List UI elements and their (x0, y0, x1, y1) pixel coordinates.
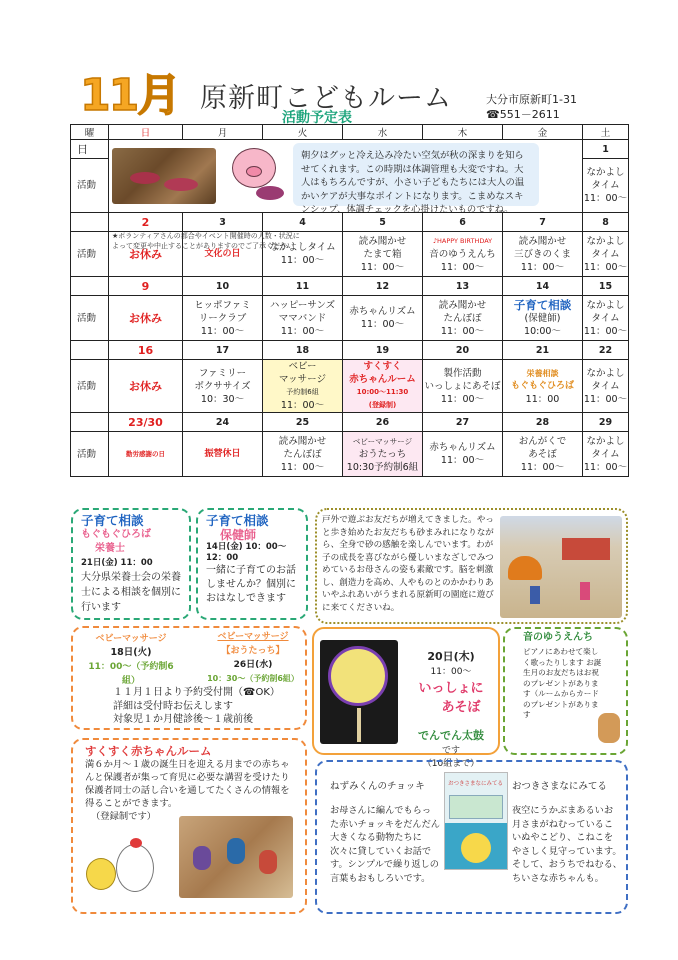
cover-title: おつきさまなにみてる (448, 781, 503, 787)
month-title: 11月 (80, 70, 180, 121)
activity-time: 11：00～ (200, 325, 245, 337)
activity-name: ヒッポファミ (194, 299, 251, 311)
activity-time: 11：00～ (360, 261, 405, 273)
book-title: ねずみくんのチョッキ (330, 781, 425, 792)
sukusuku-body: 満６か月～１歳の誕生日を迎える月までの赤ちゃんと保護者が集って育児に必要な講習を受けたり保護者同士の話し合いを通してたくさんの情報を得ることができます。 (85, 759, 290, 809)
schedule-subtitle: 活動予定表 (282, 110, 352, 126)
address: 大分市原新町1-31 (486, 93, 577, 106)
sweet-potato-photo (112, 148, 216, 204)
drum-illustration (320, 640, 398, 744)
massage-slot: 10：30～（予約制6組） (207, 674, 299, 683)
sukusuku-title: すくすく赤ちゃんルーム (85, 744, 212, 758)
activity-label: 活動 (71, 360, 109, 413)
activity-time: 11：00～ (280, 400, 325, 411)
schedule-change-note: ★ボランティアさんの都合やイベント開催時の人数・状況によって変更や中止することがありますのでご了承ください (112, 232, 300, 250)
consult-nurse-box (196, 508, 308, 620)
consult-body: 大分県栄養士会の栄養士による相談を個別に行います (81, 572, 181, 613)
massage-line: 対象児１か月健診後～１歳前後 (113, 714, 253, 725)
activity-name: なかよしタイム (586, 299, 625, 324)
playground-photo (500, 516, 622, 618)
activity-time: 10：30～ (200, 393, 245, 405)
activity-time: 11：00～ (360, 319, 405, 330)
activity-cell (343, 360, 423, 413)
music-body: ピアノにあわせて楽しく歌ったりします お誕生月のお友だちはお祝のプレゼントがあります（ルームからカードのプレゼントがあります (523, 647, 602, 719)
weekday-sat: 土 (583, 125, 629, 140)
activity-name: 文化の日 (204, 248, 241, 259)
activity-name: 三びきのくま (513, 248, 571, 260)
baby-room-photo (179, 816, 293, 898)
sukusuku-note: （登録制です） (91, 811, 157, 822)
book-description: お母さんに編んでもらった赤いチョッキをだんだん大きくなる動物たちに次々に貸していくお話です。シンプルで繰り返しの言葉もおもしろいです。 (330, 805, 440, 884)
dog-illustration (598, 713, 620, 743)
activity-time: 11：00～ (440, 455, 485, 466)
consult-date: 14日(金) 10：00～12：00 (206, 542, 287, 563)
event-time: 11：00～ (430, 667, 472, 677)
activity-name: 振替休日 (204, 448, 241, 459)
activity-cell (263, 432, 343, 477)
event-heading: いっしょに (418, 681, 484, 696)
activity-cell (183, 296, 263, 341)
activity-time: 11：00～ (583, 325, 628, 337)
consult-nutrition-box (71, 508, 191, 620)
activity-name: (保健師) (524, 312, 561, 324)
activity-name: 音のゆうえんち (429, 248, 496, 260)
activity-time: 11：00～ (583, 261, 628, 273)
pig-illustration (222, 146, 292, 202)
activity-name: ベビーマッサージ (352, 436, 413, 446)
activity-label: 活動 (71, 296, 109, 341)
date-cell: 25 (263, 413, 343, 432)
date-cell: 21 (503, 341, 583, 360)
activity-cell (263, 360, 343, 413)
weekday-label: 曜 (71, 125, 109, 140)
activity-time: 11：00～ (520, 461, 565, 473)
chick-illustration (80, 836, 160, 906)
date-cell: 8 (583, 213, 629, 232)
date-cell: 20 (423, 341, 503, 360)
activity-row (71, 296, 629, 341)
consult-title: 子育て相談 (81, 513, 144, 528)
activity-cell (423, 296, 503, 341)
page-title: 原新町こどもルーム (200, 83, 452, 114)
weekday-header-row (71, 125, 629, 140)
date-cell: 24 (183, 413, 263, 432)
activity-name: マッサージ (279, 374, 326, 385)
massage-line: 詳細は受付時お伝えします (113, 700, 233, 712)
activity-cell (343, 432, 423, 477)
activity-name: おうたっち (358, 448, 407, 460)
activity-time: 11：00～ (520, 261, 565, 273)
activity-name: 栄養相談 (526, 368, 559, 378)
activity-name: 製作活動 (443, 367, 482, 379)
activity-name: 読み聞かせ (358, 235, 407, 247)
date-cell: 5 (343, 213, 423, 232)
activity-name: たまて箱 (363, 248, 402, 260)
activity-label: 活動 (71, 232, 109, 277)
date-cell: 18 (263, 341, 343, 360)
activity-cell (583, 360, 629, 413)
activity-name: 読み聞かせ (438, 299, 487, 311)
date-cell: 2 (109, 213, 183, 232)
activity-cell (183, 432, 263, 477)
consult-role: 保健師 (220, 528, 257, 542)
event-heading: あそぼ (441, 700, 481, 715)
weekday-sun: 日 (109, 125, 183, 140)
massage-slot: 11：00～（予約制6組） (88, 662, 174, 686)
activity-cell (423, 432, 503, 477)
activity-name: もぐもぐひろば (510, 380, 574, 391)
date-cell: 14 (503, 277, 583, 296)
date-cell: 28 (503, 413, 583, 432)
date-cell: 26 (343, 413, 423, 432)
date-cell: 16 (109, 341, 183, 360)
activity-name: あそぼ (528, 448, 557, 460)
activity-name: 10:00～11:30 (356, 388, 409, 396)
activity-row (71, 432, 629, 477)
activity-name: 読み聞かせ (518, 235, 567, 247)
activity-name: 赤ちゃんリズム (349, 306, 416, 317)
activity-name: 赤ちゃんルーム (349, 374, 416, 385)
date-cell: 7 (503, 213, 583, 232)
outdoor-text: 戸外で遊ぶお友だちが増えてきました。やっと歩き始めたお友だちも砂まみれになりながら、全身で砂の感触を楽しんでいます。わが子の成長を喜びながら優しいまなざしでみつめているお母さんの姿も素敵です。脳を刺激し、創造力を高め、人やものとのかかわりあいやふれあいがうまれる原新町の園庭に遊びに来てくださいね。 (322, 515, 494, 613)
activity-cell (583, 296, 629, 341)
activity-name: ファミリー (198, 367, 247, 379)
activity-name: 読み聞かせ (278, 435, 327, 447)
date-cell: 23/30 (109, 413, 183, 432)
activity-time: 11：00～ (440, 261, 485, 273)
activity-cell (423, 232, 503, 277)
activity-name: ボクササイズ (194, 380, 251, 392)
activity-name: お休み (129, 247, 162, 261)
activity-cell (263, 296, 343, 341)
date-cell: 19 (343, 341, 423, 360)
activity-time: 11：00～ (280, 461, 325, 473)
activity-time: 11：00～ (583, 193, 628, 204)
event-date: 20日(木) (427, 650, 475, 663)
activity-name: なかよしタイム (586, 167, 625, 191)
book-description: 夜空にうかぶまあるいお月さまがねむっているこいぬやこどり、こねこをやさしく見守っています。そして、おうちでねむる、ちいさな赤ちゃんも。 (512, 805, 622, 884)
date-cell: 10 (183, 277, 263, 296)
activity-cell (109, 432, 183, 477)
date-label (71, 413, 109, 432)
activity-cell (583, 232, 629, 277)
activity-cell (343, 232, 423, 277)
book-cover (444, 772, 508, 870)
massage-subtitle: 【おうたっち】 (221, 646, 285, 656)
consult-title: 子育て相談 (206, 513, 269, 528)
consult-role: 栄養士 (95, 543, 125, 554)
massage-line: １１月１日より予約受付開（☎OK） (113, 687, 280, 698)
activity-cell (109, 360, 183, 413)
date-cell: 27 (423, 413, 503, 432)
date-cell: 22 (583, 341, 629, 360)
activity-cell (343, 296, 423, 341)
event-desc: です (441, 746, 460, 756)
consult-date: 21日(金) 11：00 (81, 558, 153, 568)
date-cell: 11 (263, 277, 343, 296)
activity-cell (583, 432, 629, 477)
date-cell: 6 (423, 213, 503, 232)
date-cell: 1 (583, 140, 629, 159)
intro-message: 朝夕はグッと冷え込み冷たい空気が秋の深まりを知らせてくれます。この時期は体調管理も大変ですね。大人はもちろんですが、小さい子どもたちには大人の温かいケアが大事なポイントになります。こまめなスキンシップ、体調チェックを心掛けたいものですね。 (293, 143, 539, 206)
date-row (71, 413, 629, 432)
activity-label: 活動 (71, 432, 109, 477)
activity-cell (423, 360, 503, 413)
date-row (71, 341, 629, 360)
activity-name: 子育て相談 (513, 297, 572, 312)
book-title: おつきさまなにみてる (512, 781, 607, 792)
activity-name: ベビー (288, 361, 317, 372)
activity-name: 赤ちゃんリズム (429, 442, 496, 453)
activity-time: 11：00～ (583, 393, 628, 405)
activity-name: なかよしタイム (586, 435, 625, 460)
date-row (71, 277, 629, 296)
activity-name: たんぽぽ (283, 448, 322, 460)
activity-name: 予約制6組 (286, 388, 319, 396)
activity-cell (183, 360, 263, 413)
date-cell: 15 (583, 277, 629, 296)
activity-time: 10:00～ (524, 325, 561, 337)
activity-label: 活動 (71, 159, 109, 213)
weekday-thu: 木 (423, 125, 503, 140)
activity-cell (503, 432, 583, 477)
activity-name: お休み (129, 311, 162, 325)
event-item: でんでん太鼓 (418, 729, 484, 742)
activity-name: ハッピーサンズ (269, 299, 336, 311)
activity-name: リークラブ (198, 312, 247, 324)
date-label (71, 213, 109, 232)
weekday-wed: 水 (343, 125, 423, 140)
activity-name: (登録制) (368, 401, 397, 409)
activity-name: いっしょにあそぼ (424, 380, 501, 392)
baby-massage-box (71, 626, 307, 730)
massage-date: 18日(火) (110, 647, 152, 658)
activity-name: すくすく (363, 361, 402, 372)
massage-title: ベビーマッサージ (95, 634, 167, 644)
weekday-fri: 金 (503, 125, 583, 140)
activity-time: 10:30予約制6組 (346, 461, 419, 473)
date-label: 日 (71, 140, 109, 159)
activity-time: 11：00～ (583, 461, 628, 473)
event-count: （10組まで） (422, 759, 480, 769)
activity-name: ♪HAPPY BIRTHDAY (432, 236, 493, 245)
activity-cell (583, 159, 629, 213)
date-cell: 17 (183, 341, 263, 360)
massage-date: 26日(水) (233, 660, 273, 670)
activity-row (71, 360, 629, 413)
date-cell: 13 (423, 277, 503, 296)
date-cell: 4 (263, 213, 343, 232)
activity-name: なかよしタイム (269, 242, 336, 253)
activity-cell (503, 232, 583, 277)
activity-time: 11：00～ (280, 325, 325, 337)
activity-name: ママバンド (278, 312, 327, 324)
date-cell: 12 (343, 277, 423, 296)
activity-cell (109, 296, 183, 341)
date-cell: 29 (583, 413, 629, 432)
activity-name: たんぽぽ (443, 312, 482, 324)
date-cell: 9 (109, 277, 183, 296)
activity-name: なかよしタイム (586, 235, 625, 260)
weekday-mon: 月 (183, 125, 263, 140)
date-cell: 3 (183, 213, 263, 232)
weekday-tue: 火 (263, 125, 343, 140)
address-block (486, 92, 577, 122)
activity-name: なかよしタイム (586, 367, 625, 392)
activity-time: 11：00～ (440, 325, 485, 337)
activity-name: 勤労感謝の日 (126, 449, 165, 458)
music-title: 音のゆうえんち (523, 632, 593, 643)
activity-name: お休み (129, 379, 162, 393)
date-label (71, 341, 109, 360)
activity-name: おんがくで (518, 435, 567, 447)
activity-cell (503, 296, 583, 341)
phone: ☎551－2611 (486, 108, 560, 121)
activity-cell (503, 360, 583, 413)
activity-time: 11：00～ (440, 393, 485, 405)
activity-time: 11：00～ (280, 255, 325, 266)
date-label (71, 277, 109, 296)
activity-time: 11：00 (525, 393, 560, 405)
consult-subtitle: もぐもぐひろば (81, 529, 151, 540)
music-box (503, 627, 628, 755)
massage-title: ベビーマッサージ (217, 632, 289, 642)
consult-body: 一緒に子育てのお話しませんか？個別におはなしできます (206, 565, 296, 604)
